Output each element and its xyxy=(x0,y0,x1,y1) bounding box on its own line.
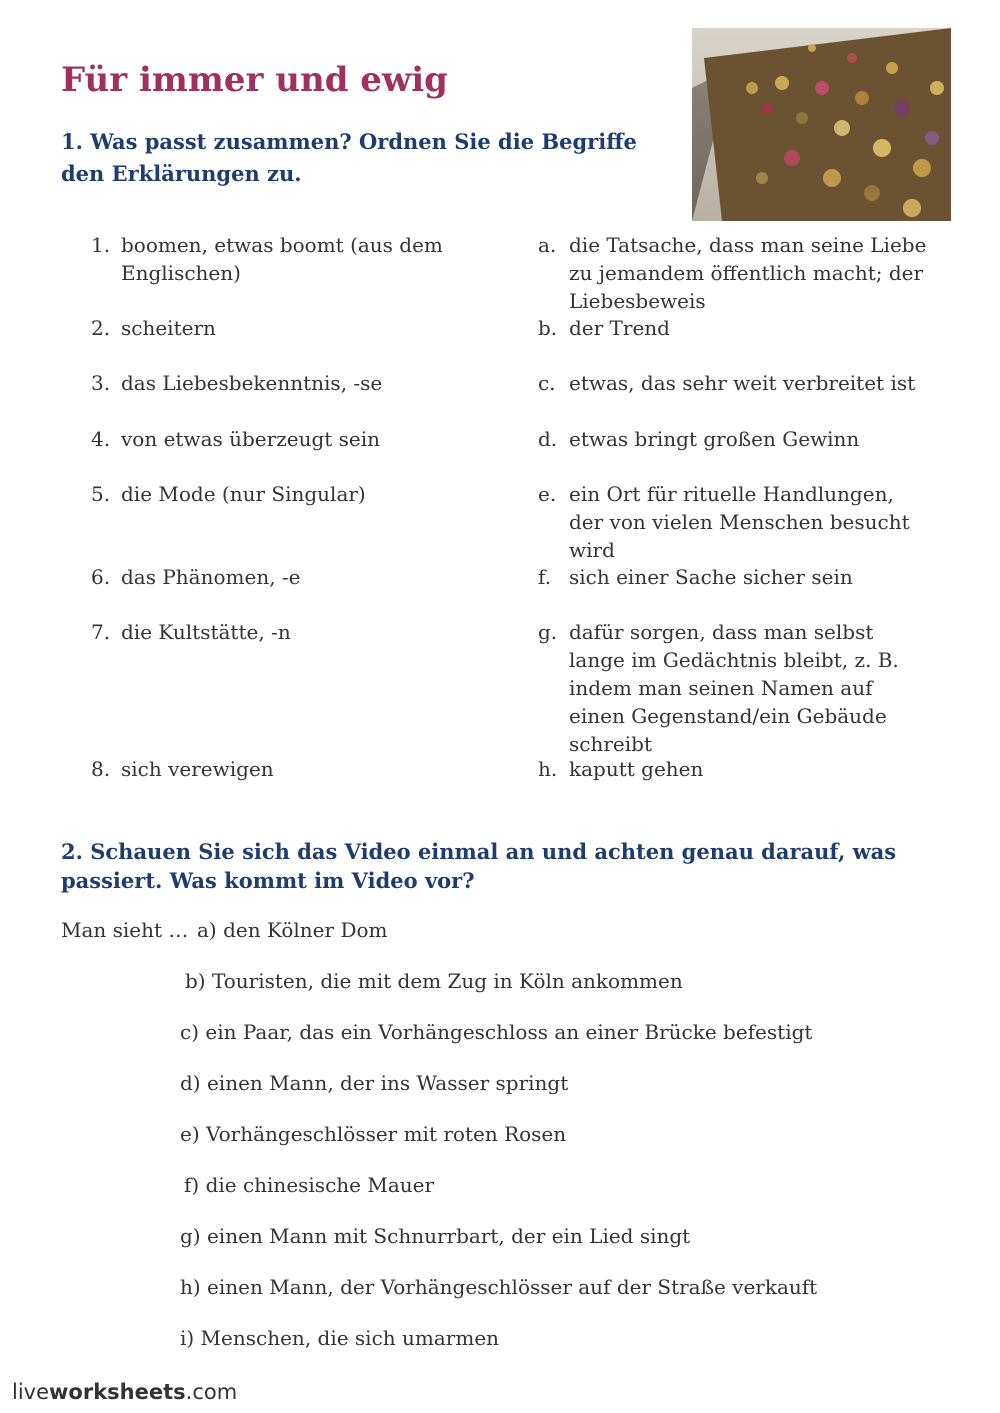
logo-suffix: .com xyxy=(185,1380,238,1404)
term-number: 6. xyxy=(91,565,111,589)
definition-letter: h. xyxy=(538,757,558,781)
term-text: von etwas überzeugt sein xyxy=(121,427,381,451)
page-title: Für immer und ewig xyxy=(61,60,448,100)
video-option-a: a) den Kölner Dom xyxy=(197,918,388,942)
video-option-f: f) die chinesische Mauer xyxy=(184,1173,435,1197)
term-text: scheitern xyxy=(121,316,216,340)
definition-letter: c. xyxy=(538,371,556,395)
term-text: das Liebesbekenntnis, -se xyxy=(121,371,383,395)
definition-text: sich einer Sache sicher sein xyxy=(569,565,853,589)
term-text: das Phänomen, -e xyxy=(121,565,301,589)
logo-prefix: live xyxy=(12,1380,50,1404)
term-text: sich verewigen xyxy=(121,757,274,781)
liveworksheets-logo[interactable] xyxy=(12,1380,237,1404)
video-option-g: g) einen Mann mit Schnurrbart, der ein Lied singt xyxy=(180,1224,691,1248)
term-number: 4. xyxy=(91,427,111,451)
term-text: die Kultstätte, -n xyxy=(121,620,291,644)
definition-text: der Trend xyxy=(569,316,670,340)
definition-letter: g. xyxy=(538,620,558,644)
video-option-c: c) ein Paar, das ein Vorhängeschloss an einer Brücke befestigt xyxy=(180,1020,813,1044)
definition-text: ein Ort für rituelle Handlungen, der von vielen Menschen besucht wird xyxy=(569,482,910,562)
term-number: 7. xyxy=(91,620,111,644)
video-option-b: b) Touristen, die mit dem Zug in Köln ankommen xyxy=(185,969,683,993)
video-option-d: d) einen Mann, der ins Wasser springt xyxy=(180,1071,569,1095)
logo-brand: worksheets xyxy=(49,1380,186,1404)
task1-heading: 1. Was passt zusammen? Ordnen Sie die Begriffe den Erklärungen zu. xyxy=(61,129,637,186)
definition-letter: b. xyxy=(538,316,558,340)
definition-letter: a. xyxy=(538,233,557,257)
term-number: 5. xyxy=(91,482,111,506)
term-number: 1. xyxy=(91,233,111,257)
term-number: 3. xyxy=(91,371,111,395)
definition-text: etwas, das sehr weit verbreitet ist xyxy=(569,371,916,395)
task2-heading: 2. Schauen Sie sich das Video einmal an und achten genau darauf, was passiert. Was kommt im Video vor? xyxy=(61,839,897,893)
task2-intro: Man sieht … xyxy=(61,918,189,942)
definition-text: kaputt gehen xyxy=(569,757,704,781)
video-option-i: i) Menschen, die sich umarmen xyxy=(180,1326,500,1350)
definition-text: dafür sorgen, dass man selbst lange im Gedächtnis bleibt, z. B. indem man seinen Namen auf einen Gegenstand/ein Gebäude schreibt xyxy=(569,620,899,756)
love-locks-image xyxy=(692,28,951,221)
term-text: boomen, etwas boomt (aus dem Englischen) xyxy=(121,233,443,285)
term-number: 2. xyxy=(91,316,111,340)
video-option-h: h) einen Mann, der Vorhängeschlösser auf der Straße verkauft xyxy=(180,1275,818,1299)
term-text: die Mode (nur Singular) xyxy=(121,482,366,506)
definition-letter: d. xyxy=(538,427,558,451)
definition-letter: f. xyxy=(538,565,552,589)
love-locks-photo xyxy=(692,28,951,221)
video-option-e: e) Vorhängeschlösser mit roten Rosen xyxy=(180,1122,567,1146)
term-number: 8. xyxy=(91,757,111,781)
definition-text: die Tatsache, dass man seine Liebe zu jemandem öffentlich macht; der Liebesbeweis xyxy=(569,233,927,313)
definition-letter: e. xyxy=(538,482,557,506)
definition-text: etwas bringt großen Gewinn xyxy=(569,427,860,451)
